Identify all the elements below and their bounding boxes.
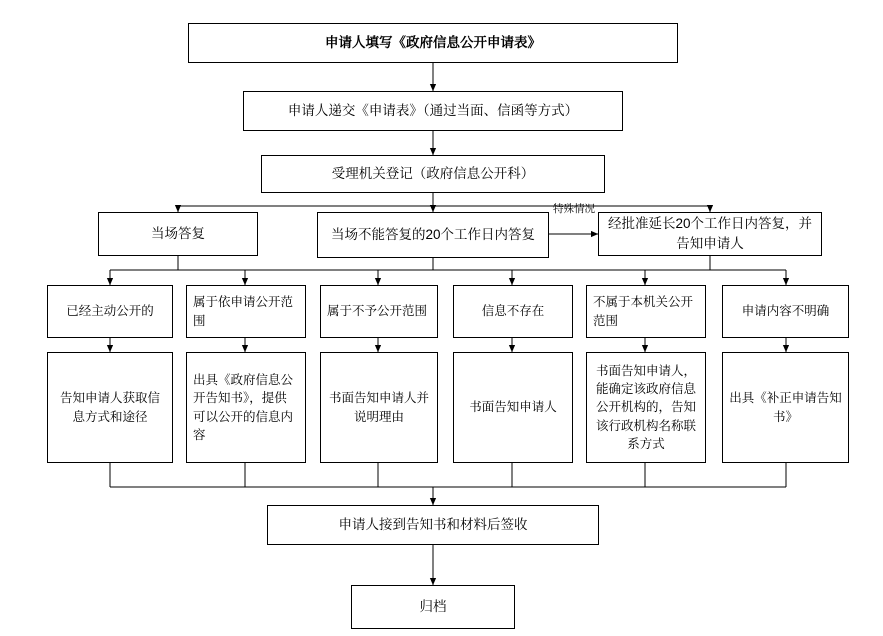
node-submit-application [243,91,623,131]
node-issue-disclosure-notice [186,352,306,463]
node-notice-with-referral [586,352,706,463]
node-label: 申请人填写《政府信息公开申请表》 [325,35,541,51]
node-label: 归档 [419,599,447,615]
node-label: 书面告知申请人 [469,400,557,415]
node-extended-20-days [598,212,822,256]
node-within-application-scope [186,285,306,338]
node-non-disclosure-scope [320,285,438,338]
node-label: 告知申请人获取信息方式和途径 [59,391,160,424]
node-information-not-exist [453,285,573,338]
node-reply-within-20-days [317,212,549,258]
node-unclear-request [722,285,849,338]
node-label: 信息不存在 [481,304,545,319]
node-inform-access-method [47,352,173,463]
node-applicant-sign-receipt [267,505,599,545]
node-label: 书面告知申请人，能确定该政府信息公开机构的，告知该行政机构名称联系方式 [595,364,696,451]
node-label: 经批准延长20个工作日内答复，并告知申请人 [607,216,813,251]
node-label: 申请人接到告知书和材料后签收 [338,517,528,533]
node-label: 申请人递交《申请表》（通过当面、信函等方式） [287,103,579,119]
node-label: 属于依申请公开范围 [193,295,294,328]
node-label: 已经主动公开的 [66,304,154,319]
node-already-disclosed [47,285,173,338]
node-onsite-reply [98,212,258,256]
node-label: 出具《政府信息公开告知书》，提供可以公开的信息内容 [193,373,294,442]
node-written-notice-with-reason [320,352,438,463]
node-label: 受理机关登记（政府信息公开科） [331,166,535,182]
node-agency-registration [261,155,605,193]
node-label: 书面告知申请人并说明理由 [328,391,429,424]
node-fill-application-form [188,23,678,63]
annotation-special-case [550,203,598,216]
node-written-notice [453,352,573,463]
node-issue-correction-notice [722,352,849,463]
node-label: 不属于本机关公开范围 [593,295,694,328]
node-label: 属于不予公开范围 [327,304,428,319]
node-label: 当场答复 [151,226,205,242]
node-label: 出具《补正申请告知书》 [729,391,842,424]
node-outside-agency-scope [586,285,706,338]
node-label: 当场不能答复的20个工作日内答复 [330,227,536,243]
annotation-label: 特殊情况 [553,203,595,215]
node-archive [351,585,515,629]
node-label: 申请内容不明确 [741,304,830,319]
